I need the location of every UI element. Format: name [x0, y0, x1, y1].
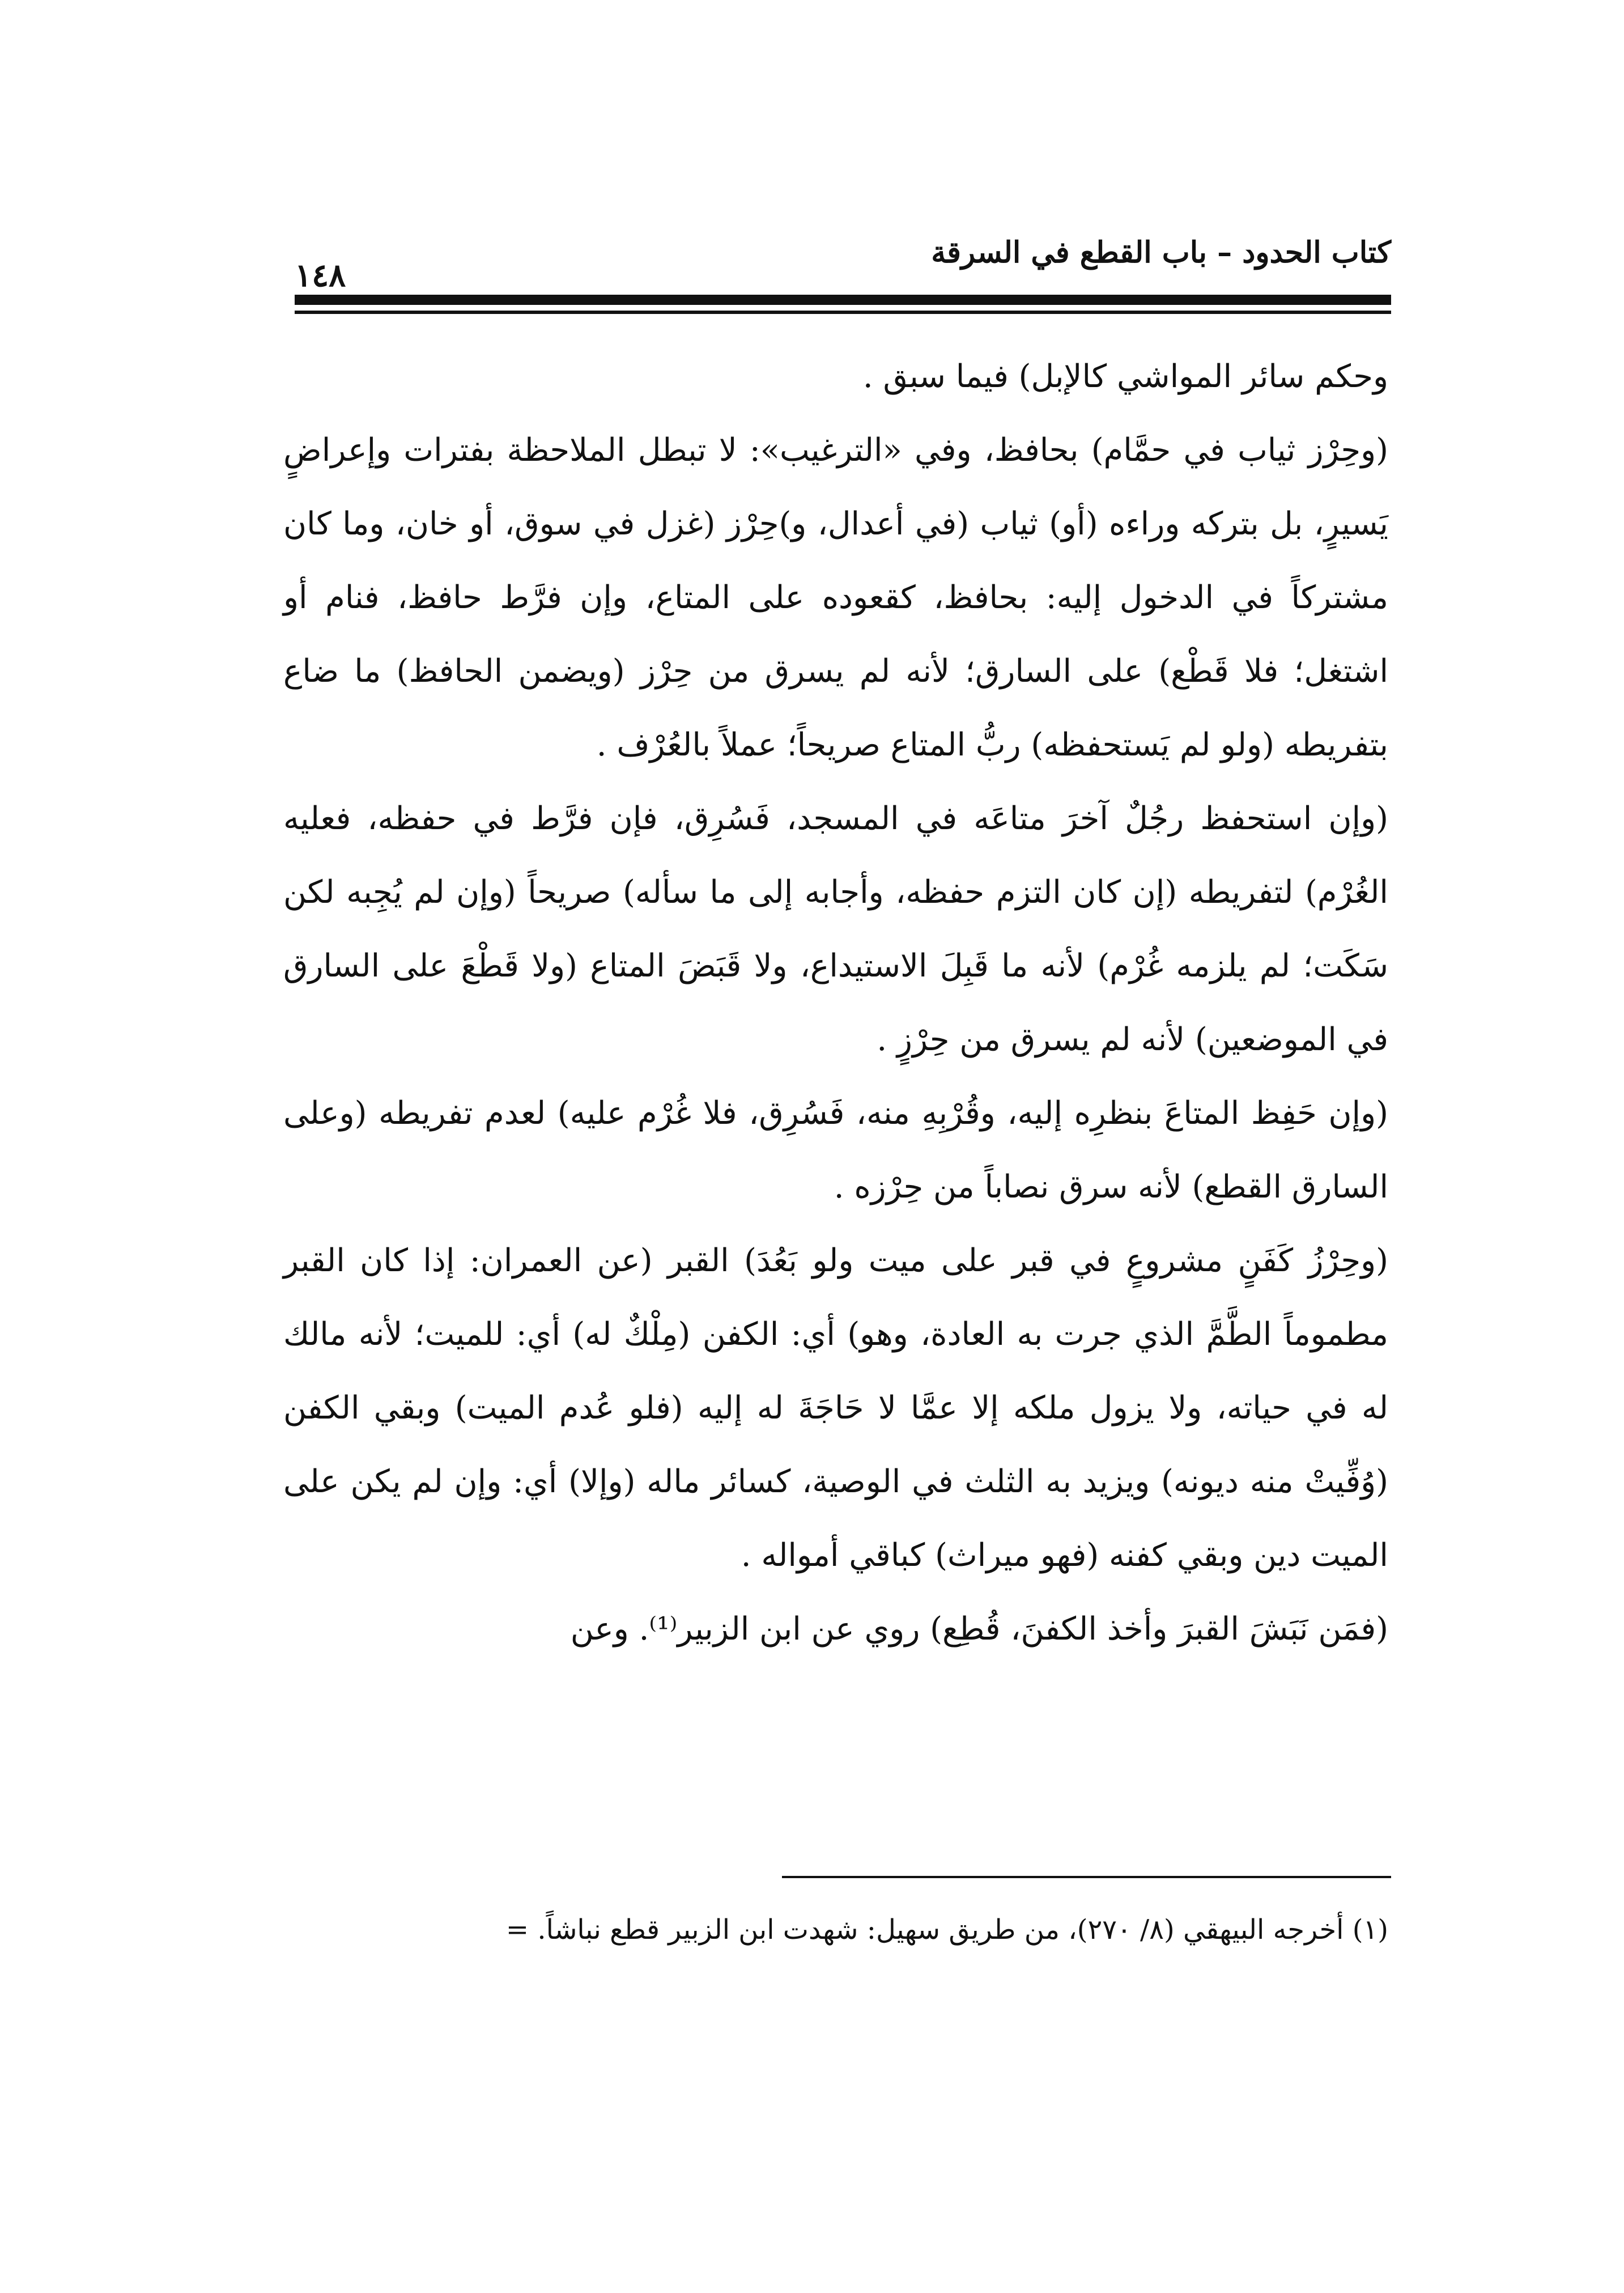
paragraph: (وحِرْز ثياب في حمَّام) بحافظ، وفي «الترغيب»: لا تبطل الملاحظة بفترات وإعراضٍ يَسيرٍ، بل بتركه وراءه (أو) ثياب (في أعدال، و)حِرْز (غزل في سوق، أو خان، وما كان مشتركاً في الدخول إليه: بحافظ، كقعوده على المتاع، وإن فرَّط حافظ، فنام أو اشتغل؛ فلا قَطْع) على السارق؛ لأنه لم يسرق من حِرْز (ويضمن الحافظ) ما ضاع بتفريطه (ولو لم يَستحفظه) ربُّ المتاع صريحاً؛ عملاً بالعُرْف . [283, 432, 1388, 763]
header-rule-thick [295, 295, 1391, 305]
paragraph: (وإن استحفظ رجُلٌ آخرَ متاعَه في المسجد، فَسُرِق، فإن فرَّط في حفظه، فعليه الغُرْم) لتفريطه (إن كان التزم حفظه، وأجابه إلى ما سأله) صريحاً (وإن لم يُجِبه لكن سَكَت؛ لم يلزمه غُرْم) لأنه ما قَبِلَ الاستيداع، ولا قَبَضَ المتاع (ولا قَطْعَ على السارق في الموضعين) لأنه لم يسرق من حِرْزٍ . [283, 800, 1388, 1058]
page-header [295, 224, 1391, 303]
paragraph: وحكم سائر المواشي كالإبل) فيما سبق . [862, 358, 1388, 395]
running-title: كتاب الحدود – باب القطع في السرقة [931, 235, 1391, 270]
footnote-separator [782, 1876, 1391, 1878]
page-number: ١٤٨ [295, 257, 346, 294]
main-text [283, 340, 1388, 1836]
header-rule-thin [295, 311, 1391, 314]
paragraph: (فمَن نَبَشَ القبرَ وأخذ الكفنَ، قُطِع) روي عن ابن الزبير⁽¹⁾. وعن [570, 1611, 1388, 1647]
paragraph: (وحِرْزُ كَفَنٍ مشروعٍ في قبر على ميت ولو بَعُدَ) القبر (عن العمران: إذا كان القبر مطموماً الطَّمَّ الذي جرت به العادة، وهو) أي: الكفن (مِلْكٌ له) أي: للميت؛ لأنه مالك له في حياته، ولا يزول ملكه إلا عمَّا لا حَاجَةَ له إليه (فلو عُدم الميت) وبقي الكفن (وُفِّيتْ منه ديونه) ويزيد به الثلث في الوصية، كسائر ماله (وإلا) أي: وإن لم يكن على الميت دين وبقي كفنه (فهو ميراث) كباقي أمواله . [283, 1242, 1388, 1574]
paragraph: (وإن حَفِظ المتاعَ بنظرِه إليه، وقُرْبِهِ منه، فَسُرِق، فلا غُرْم عليه) لعدم تفريطه (وعلى السارق القطع) لأنه سرق نصاباً من حِرْزه . [283, 1095, 1388, 1205]
footnote: (١) أخرجه البيهقي (٨/ ٢٧٠)، من طريق سهيل: شهدت ابن الزبير قطع نباشاً. = [505, 1914, 1388, 1946]
